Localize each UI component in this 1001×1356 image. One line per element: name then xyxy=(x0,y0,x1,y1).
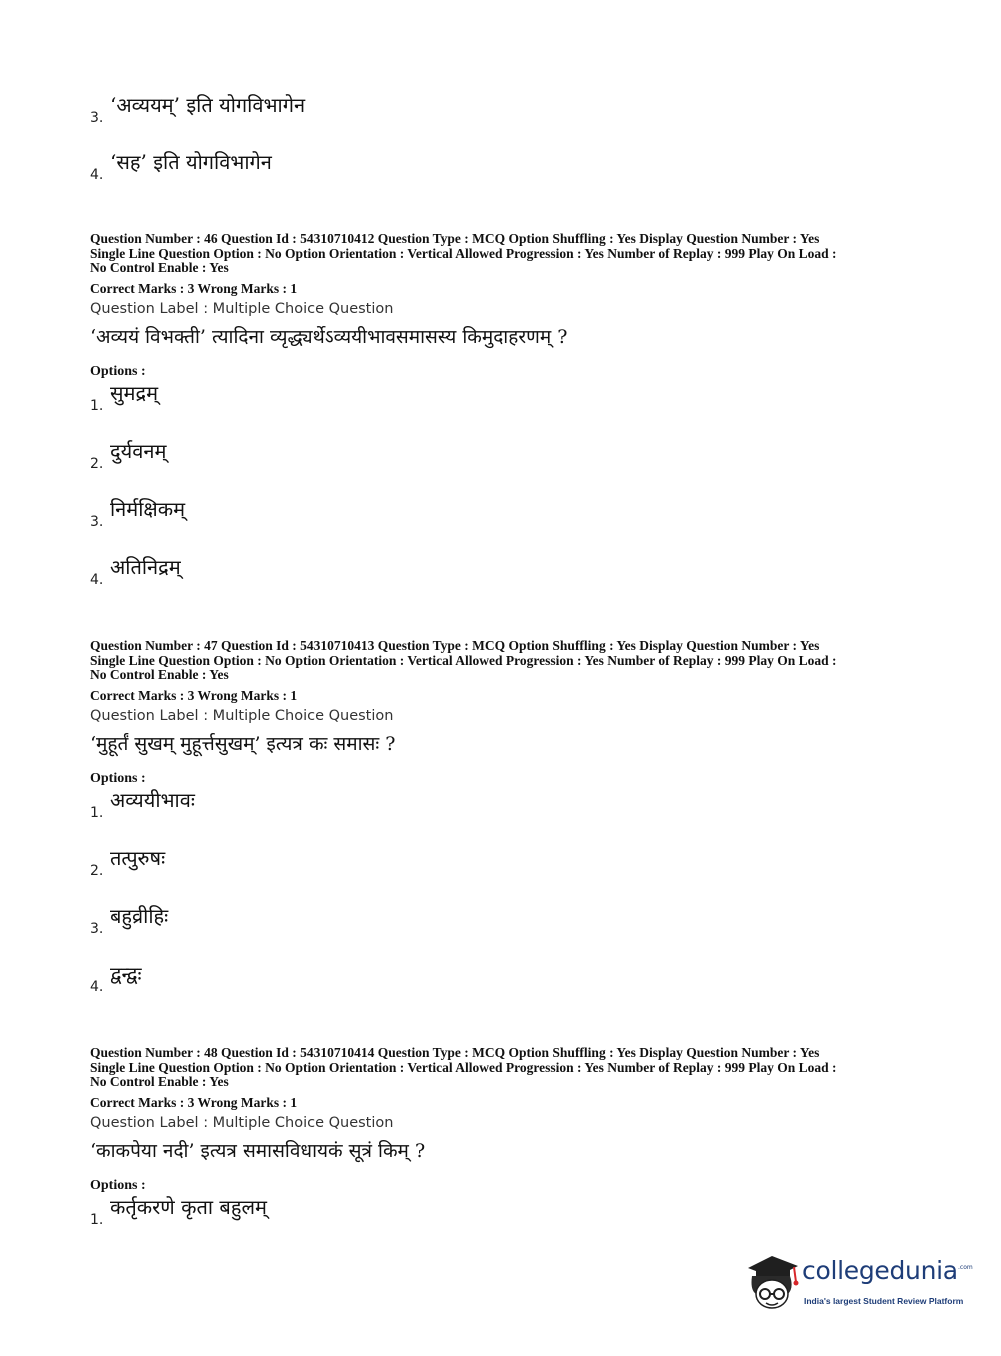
option-text: सुमद्रम् xyxy=(110,381,159,405)
question-text: ‘मुहूर्तं सुखम् मुहूर्त्तसुखम्’ इत्यत्र कः समासः ? xyxy=(90,732,396,755)
option-number: 2. xyxy=(90,863,104,879)
option-text: अतिनिद्रम् xyxy=(110,555,181,579)
question-text: ‘काकपेया नदी’ इत्यत्र समासविधायकं सूत्रं किम् ? xyxy=(90,1139,426,1162)
question-text: ‘अव्ययं विभक्ती’ त्यादिना व्यृद्ध्यर्थेऽव्ययीभावसमासस्य किमुदाहरणम् ? xyxy=(90,325,568,348)
option-text: ‘सह’ इति योगविभागेन xyxy=(110,150,272,174)
option-number: 3. xyxy=(90,110,104,126)
options-heading: Options : xyxy=(90,363,146,379)
collegedunia-logo[interactable] xyxy=(742,1250,972,1312)
logo-brand: collegedunia xyxy=(802,1256,958,1285)
option-number: 3. xyxy=(90,921,104,937)
option-text: निर्मक्षिकम् xyxy=(110,497,186,521)
logo-dotcom: .com xyxy=(958,1264,973,1271)
question-meta-line: No Control Enable : Yes xyxy=(90,260,229,275)
question-meta-line: Question Number : 47 Question Id : 54310710413 Question Type : MCQ Option Shuffling : Yes Display Question Number : Yes xyxy=(90,638,820,653)
question-block xyxy=(90,639,920,787)
mascot-icon xyxy=(742,1250,802,1312)
question-marks: Correct Marks : 3 Wrong Marks : 1 xyxy=(90,687,298,703)
option-number: 1. xyxy=(90,1212,104,1228)
question-meta-line: Question Number : 48 Question Id : 54310710414 Question Type : MCQ Option Shuffling : Yes Display Question Number : Yes xyxy=(90,1045,820,1060)
question-block xyxy=(90,232,920,380)
option-number: 4. xyxy=(90,979,104,995)
question-meta-line: No Control Enable : Yes xyxy=(90,1074,229,1089)
option-number: 4. xyxy=(90,167,104,183)
question-label: Question Label : Multiple Choice Question xyxy=(90,707,394,724)
question-marks: Correct Marks : 3 Wrong Marks : 1 xyxy=(90,1094,298,1110)
question-marks: Correct Marks : 3 Wrong Marks : 1 xyxy=(90,280,298,296)
option-text: तत्पुरुषः xyxy=(110,846,166,870)
question-label: Question Label : Multiple Choice Question xyxy=(90,1114,394,1131)
option-text: ‘अव्ययम्’ इति योगविभागेन xyxy=(110,93,306,117)
option-text: कर्तृकरणे कृता बहुलम् xyxy=(110,1195,267,1219)
options-heading: Options : xyxy=(90,770,146,786)
question-meta-line: Single Line Question Option : No Option Orientation : Vertical Allowed Progression : Yes Number of Replay : 999 Play On Load : xyxy=(90,652,837,668)
option-number: 1. xyxy=(90,805,104,821)
option-number: 4. xyxy=(90,572,104,588)
option-text: द्वन्द्वः xyxy=(110,962,142,986)
option-number: 3. xyxy=(90,514,104,530)
option-text: दुर्यवनम् xyxy=(110,439,167,463)
question-meta-line: Single Line Question Option : No Option Orientation : Vertical Allowed Progression : Yes Number of Replay : 999 Play On Load : xyxy=(90,1059,837,1075)
question-meta-line: Question Number : 46 Question Id : 54310710412 Question Type : MCQ Option Shuffling : Yes Display Question Number : Yes xyxy=(90,231,820,246)
question-label: Question Label : Multiple Choice Question xyxy=(90,300,394,317)
logo-tagline: India's largest Student Review Platform xyxy=(804,1296,964,1306)
question-block xyxy=(90,1046,920,1194)
options-heading: Options : xyxy=(90,1177,146,1193)
option-text: अव्ययीभावः xyxy=(110,788,195,812)
question-meta-line: No Control Enable : Yes xyxy=(90,667,229,682)
option-text: बहुव्रीहिः xyxy=(110,904,169,928)
option-number: 2. xyxy=(90,456,104,472)
option-number: 1. xyxy=(90,398,104,414)
question-meta-line: Single Line Question Option : No Option Orientation : Vertical Allowed Progression : Yes Number of Replay : 999 Play On Load : xyxy=(90,245,837,261)
